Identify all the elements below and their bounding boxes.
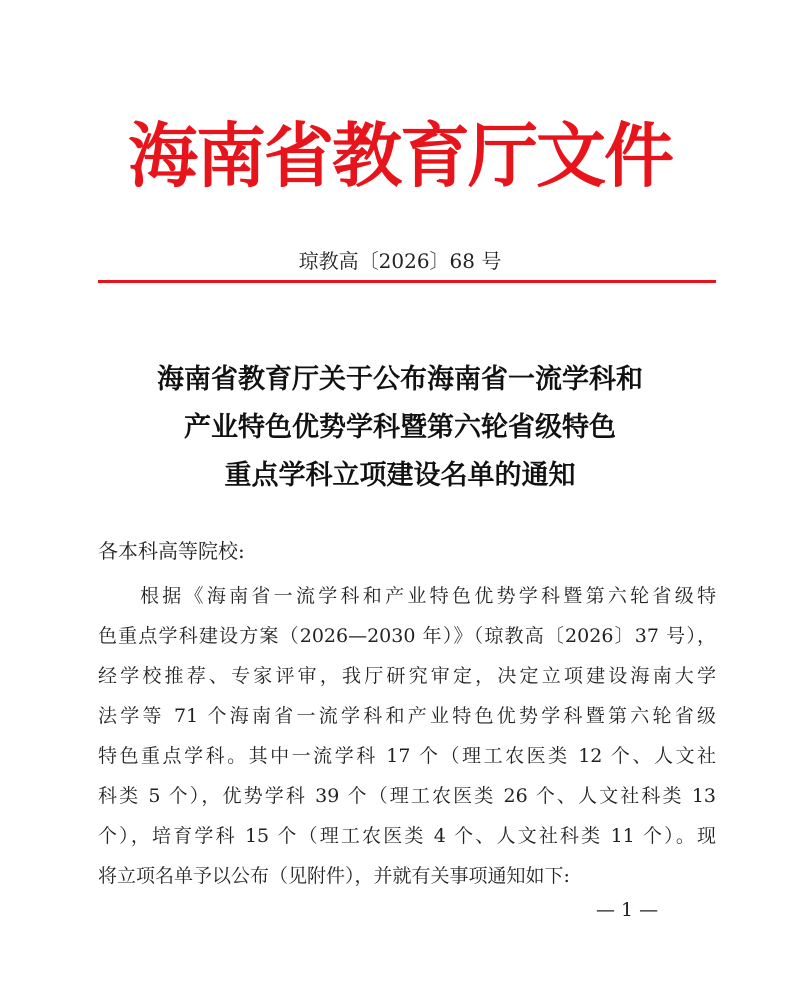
document-number: 琼教高〔2026〕68 号 (298, 249, 502, 273)
body-line: 法学等 71 个海南省一流学科和产业特色优势学科暨第六轮省级 (98, 705, 716, 727)
notice-title-line: 海南省教育厅关于公布海南省一流学科和 (157, 364, 643, 395)
body-line: 色重点学科建设方案（2026—2030 年）》（琼教高〔2026〕37 号）， (98, 625, 716, 647)
body-line: 经学校推荐、专家评审，我厅研究审定，决定立项建设海南大学 (98, 665, 716, 687)
body-line: 根据《海南省一流学科和产业特色优势学科暨第六轮省级特 (140, 585, 716, 607)
body-line: 个），培育学科 15 个（理工农医类 4 个、人文社科类 11 个）。现 (98, 825, 716, 847)
body-paragraph (98, 576, 716, 896)
body-line: 科类 5 个），优势学科 39 个（理工农医类 26 个、人文社科类 13 (98, 785, 716, 807)
masthead-title: 海南省教育厅文件 (128, 115, 672, 197)
notice-title-line: 重点学科立项建设名单的通知 (224, 460, 576, 491)
page-number: — 1 — (596, 899, 659, 921)
body-line: 将立项名单予以公布（见附件），并就有关事项通知如下: (98, 865, 570, 887)
notice-title (60, 356, 740, 500)
notice-title-line: 产业特色优势学科暨第六轮省级特色 (184, 412, 616, 443)
body-line: 特色重点学科。其中一流学科 17 个（理工农医类 12 个、人文社 (98, 745, 716, 767)
addressee: 各本科高等院校: (98, 539, 245, 563)
red-separator-rule (98, 280, 716, 283)
